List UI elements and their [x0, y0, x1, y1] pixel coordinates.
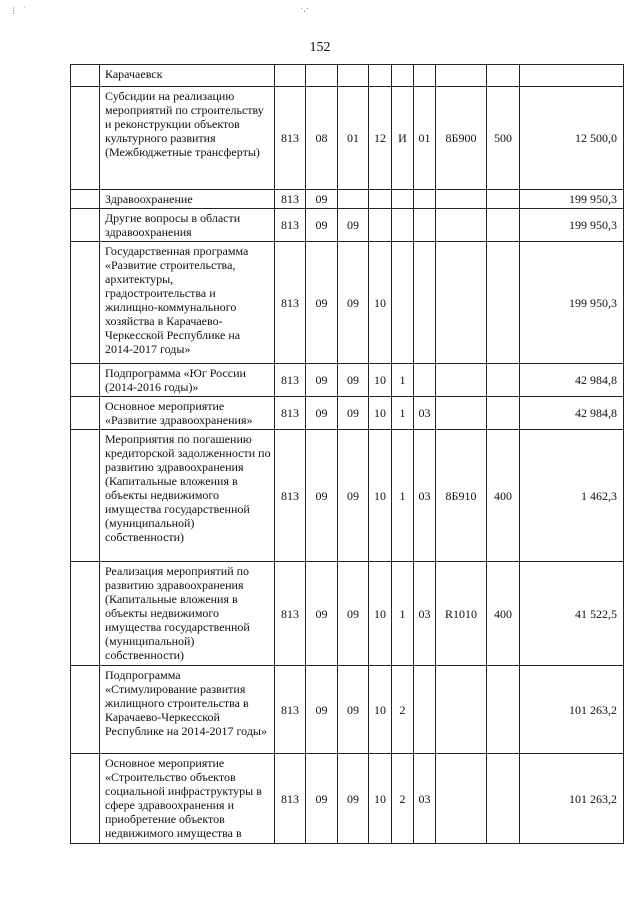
expense-type-cell [487, 397, 520, 430]
subsection-code-cell: 09 [338, 242, 369, 364]
expense-type-cell [487, 209, 520, 242]
program-code-cell [369, 209, 392, 242]
row-number-cell [71, 242, 100, 364]
expense-type-cell: 400 [487, 430, 520, 562]
section-code-cell: 08 [306, 87, 338, 190]
ministry-code-cell: 813 [275, 364, 306, 397]
expense-type-cell: 400 [487, 562, 520, 666]
table-row [71, 430, 624, 562]
description-cell: Здравоохранение [100, 190, 275, 209]
ministry-code-cell: 813 [275, 754, 306, 844]
section-code-cell: 09 [306, 666, 338, 754]
page-number: 152 [309, 40, 331, 55]
section-code-cell: 09 [306, 397, 338, 430]
subsection-code-cell: 09 [338, 430, 369, 562]
subprogram-code-cell: 1 [392, 430, 414, 562]
subprogram-code-cell: 1 [392, 397, 414, 430]
expense-type-cell [487, 364, 520, 397]
ministry-code-cell: 813 [275, 430, 306, 562]
direction-code-cell [436, 666, 487, 754]
subsection-code-cell: 09 [338, 209, 369, 242]
program-code-cell: 10 [369, 430, 392, 562]
section-code-cell: 09 [306, 190, 338, 209]
event-code-cell [414, 666, 436, 754]
event-code-cell [414, 364, 436, 397]
subprogram-code-cell [392, 242, 414, 364]
expense-type-cell: 500 [487, 87, 520, 190]
subsection-code-cell: 09 [338, 562, 369, 666]
scan-artifact: ⁝ ʾ [12, 6, 27, 17]
expense-type-cell [487, 242, 520, 364]
subsection-code-cell: 01 [338, 87, 369, 190]
section-code-cell: 09 [306, 430, 338, 562]
ministry-code-cell: 813 [275, 562, 306, 666]
description-cell: Реализация мероприятий по развитию здравоохранения (Капитальные вложения в объекты недвижимого имущества государственной (муниципальной) собственности) [100, 562, 275, 666]
program-code-cell: 10 [369, 562, 392, 666]
program-code-cell: 12 [369, 87, 392, 190]
row-number-cell [71, 397, 100, 430]
table-row [71, 397, 624, 430]
ministry-code-cell: 813 [275, 666, 306, 754]
table-row [71, 190, 624, 209]
subsection-code-cell: 09 [338, 666, 369, 754]
table-row [71, 65, 624, 87]
direction-code-cell [436, 242, 487, 364]
amount-cell: 12 500,0 [520, 87, 624, 190]
ministry-code-cell: 813 [275, 190, 306, 209]
direction-code-cell [436, 754, 487, 844]
table-row [71, 666, 624, 754]
subprogram-code-cell [392, 209, 414, 242]
description-cell: Основное мероприятие «Строительство объектов социальной инфраструктуры в сфере здравоохранения и приобретение объектов недвижимого имущества в [100, 754, 275, 844]
ministry-code-cell: 813 [275, 397, 306, 430]
budget-table [70, 64, 624, 844]
expense-type-cell [487, 65, 520, 87]
program-code-cell: 10 [369, 397, 392, 430]
amount-cell: 199 950,3 [520, 242, 624, 364]
expense-type-cell [487, 190, 520, 209]
scan-artifact: ·.· [300, 4, 310, 15]
subprogram-code-cell: 1 [392, 364, 414, 397]
event-code-cell [414, 190, 436, 209]
amount-cell: 42 984,8 [520, 397, 624, 430]
program-code-cell: 10 [369, 754, 392, 844]
ministry-code-cell: 813 [275, 242, 306, 364]
ministry-code-cell [275, 65, 306, 87]
table-row [71, 562, 624, 666]
program-code-cell: 10 [369, 364, 392, 397]
event-code-cell [414, 65, 436, 87]
subprogram-code-cell [392, 65, 414, 87]
section-code-cell [306, 65, 338, 87]
description-cell: Основное мероприятие «Развитие здравоохранения» [100, 397, 275, 430]
section-code-cell: 09 [306, 242, 338, 364]
event-code-cell: 03 [414, 754, 436, 844]
row-number-cell [71, 190, 100, 209]
expense-type-cell [487, 666, 520, 754]
description-cell: Карачаевск [100, 65, 275, 87]
program-code-cell [369, 190, 392, 209]
subsection-code-cell: 09 [338, 397, 369, 430]
table-row [71, 242, 624, 364]
event-code-cell: 01 [414, 87, 436, 190]
row-number-cell [71, 364, 100, 397]
table-row [71, 209, 624, 242]
row-number-cell [71, 209, 100, 242]
event-code-cell: 03 [414, 430, 436, 562]
table-row [71, 364, 624, 397]
amount-cell: 41 522,5 [520, 562, 624, 666]
direction-code-cell [436, 190, 487, 209]
ministry-code-cell: 813 [275, 209, 306, 242]
subprogram-code-cell: И [392, 87, 414, 190]
section-code-cell: 09 [306, 562, 338, 666]
amount-cell: 199 950,3 [520, 190, 624, 209]
row-number-cell [71, 666, 100, 754]
event-code-cell [414, 242, 436, 364]
subsection-code-cell: 09 [338, 364, 369, 397]
direction-code-cell [436, 397, 487, 430]
section-code-cell: 09 [306, 209, 338, 242]
row-number-cell [71, 754, 100, 844]
amount-cell: 199 950,3 [520, 209, 624, 242]
amount-cell: 1 462,3 [520, 430, 624, 562]
amount-cell: 101 263,2 [520, 666, 624, 754]
program-code-cell: 10 [369, 666, 392, 754]
description-cell: Другие вопросы в области здравоохранения [100, 209, 275, 242]
row-number-cell [71, 430, 100, 562]
expense-type-cell [487, 754, 520, 844]
subsection-code-cell: 09 [338, 754, 369, 844]
direction-code-cell: 8Б910 [436, 430, 487, 562]
row-number-cell [71, 562, 100, 666]
program-code-cell [369, 65, 392, 87]
direction-code-cell [436, 364, 487, 397]
description-cell: Подпрограмма «Юг России (2014-2016 годы)» [100, 364, 275, 397]
amount-cell: 101 263,2 [520, 754, 624, 844]
subprogram-code-cell: 2 [392, 754, 414, 844]
section-code-cell: 09 [306, 364, 338, 397]
amount-cell: 42 984,8 [520, 364, 624, 397]
direction-code-cell: 8Б900 [436, 87, 487, 190]
event-code-cell: 03 [414, 397, 436, 430]
subsection-code-cell [338, 65, 369, 87]
direction-code-cell [436, 65, 487, 87]
table-row [71, 754, 624, 844]
direction-code-cell: R1010 [436, 562, 487, 666]
program-code-cell: 10 [369, 242, 392, 364]
amount-cell [520, 65, 624, 87]
description-cell: Подпрограмма «Стимулирование развития жилищного строительства в Карачаево-Черкесской Республике на 2014-2017 годы» [100, 666, 275, 754]
event-code-cell: 03 [414, 562, 436, 666]
table-row [71, 87, 624, 190]
subprogram-code-cell [392, 190, 414, 209]
description-cell: Субсидии на реализацию мероприятий по строительству и реконструкции объектов культурного развития (Межбюджетные трансферты) [100, 87, 275, 190]
row-number-cell [71, 87, 100, 190]
row-number-cell [71, 65, 100, 87]
subprogram-code-cell: 2 [392, 666, 414, 754]
direction-code-cell [436, 209, 487, 242]
subsection-code-cell [338, 190, 369, 209]
ministry-code-cell: 813 [275, 87, 306, 190]
description-cell: Государственная программа «Развитие строительства, архитектуры, градостроительства и жилищно-коммунального хозяйства в Карачаево-Черкесской Республике на 2014-2017 годы» [100, 242, 275, 364]
event-code-cell [414, 209, 436, 242]
description-cell: Мероприятия по погашению кредиторской задолженности по развитию здравоохранения (Капитальные вложения в объекты недвижимого имущества государственной (муниципальной) собственности) [100, 430, 275, 562]
section-code-cell: 09 [306, 754, 338, 844]
subprogram-code-cell: 1 [392, 562, 414, 666]
